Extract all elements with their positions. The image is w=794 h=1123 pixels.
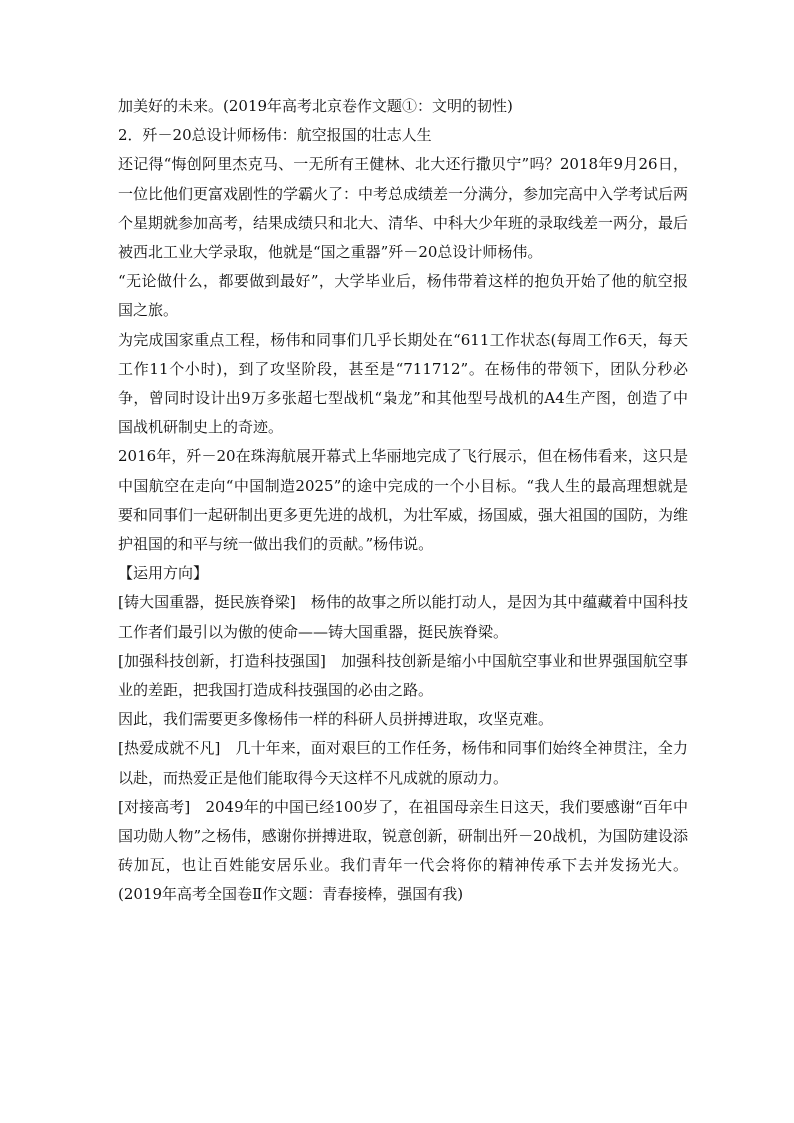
section-heading: 2．歼－20总设计师杨伟：航空报国的壮志人生 [118, 126, 432, 145]
paragraph-work-state: 为完成国家重点工程，杨伟和同事们几乎长期处在“611工作状态(每周工作6天，每天工作11个小时)，到了攻坚阶段，甚至是“711712”。在杨伟的带领下，团队分秒必争，曾同时设计出9万多张超七型战机“枭龙”和其他型号战机的A4生产图，创造了中国战机研制史上的奇迹。 [118, 330, 688, 437]
paragraph-j20-display: 2016年，歼－20在珠海航展开幕式上华丽地完成了飞行展示，但在杨伟看来，这只是中国航空在走向“中国制造2025”的途中完成的一个小目标。“我人生的最高理想就是要和同事们一起研制出更多更先进的战机，为壮军威，扬国威，强大祖国的国防，为维护祖国的和平与统一做出我们的贡献。”杨伟说。 [118, 447, 689, 554]
paragraph-quote: “无论做什么，都要做到最好”，大学毕业后，杨伟带着这样的抱负开始了他的航空报国之旅。 [118, 272, 688, 320]
usage-item-conclusion: 因此，我们需要更多像杨伟一样的科研人员拼搏进取，攻坚克难。 [118, 710, 554, 729]
usage-heading: 【运用方向】 [118, 564, 209, 583]
usage-item-heavy-weapon: [铸大国重器，挺民族脊梁] 杨伟的故事之所以能打动人，是因为其中蕴藏着中国科技工作者们最引以为傲的使命——铸大国重器，挺民族脊梁。 [118, 593, 688, 641]
usage-item-exam: [对接高考] 2049年的中国已经100岁了，在祖国母亲生日这天，我们要感谢“百年中国功勋人物”之杨伟，感谢你拼搏进取，锐意创新，研制出歼－20战机，为国防建设添砖加瓦，也让百姓能安居乐业。我们青年一代会将你的精神传承下去并发扬光大。(2019年高考全国卷Ⅱ作文题：青春接棒，强国有我) [118, 797, 688, 904]
usage-item-innovation: [加强科技创新，打造科技强国] 加强科技创新是缩小中国航空事业和世界强国航空事业的差距，把我国打造成科技强国的必由之路。 [118, 651, 688, 700]
document-body [118, 92, 688, 910]
usage-item-passion: [热爱成就不凡] 几十年来，面对艰巨的工作任务，杨伟和同事们始终全神贯注，全力以赴，而热爱正是他们能取得今天这样不凡成就的原动力。 [118, 739, 688, 787]
paragraph-intro: 还记得“悔创阿里杰克马、一无所有王健林、北大还行撒贝宁”吗？2018年9月26日，一位比他们更富戏剧性的学霸火了：中考总成绩差一分满分，参加完高中入学考试后两个星期就参加高考，结果成绩只和北大、清华、中科大少年班的录取线差一两分，最后被西北工业大学录取，他就是“国之重器”歼－20总设计师杨伟。 [118, 155, 689, 262]
paragraph-continuation: 加美好的未来。(2019年高考北京卷作文题①：文明的韧性) [118, 97, 513, 115]
